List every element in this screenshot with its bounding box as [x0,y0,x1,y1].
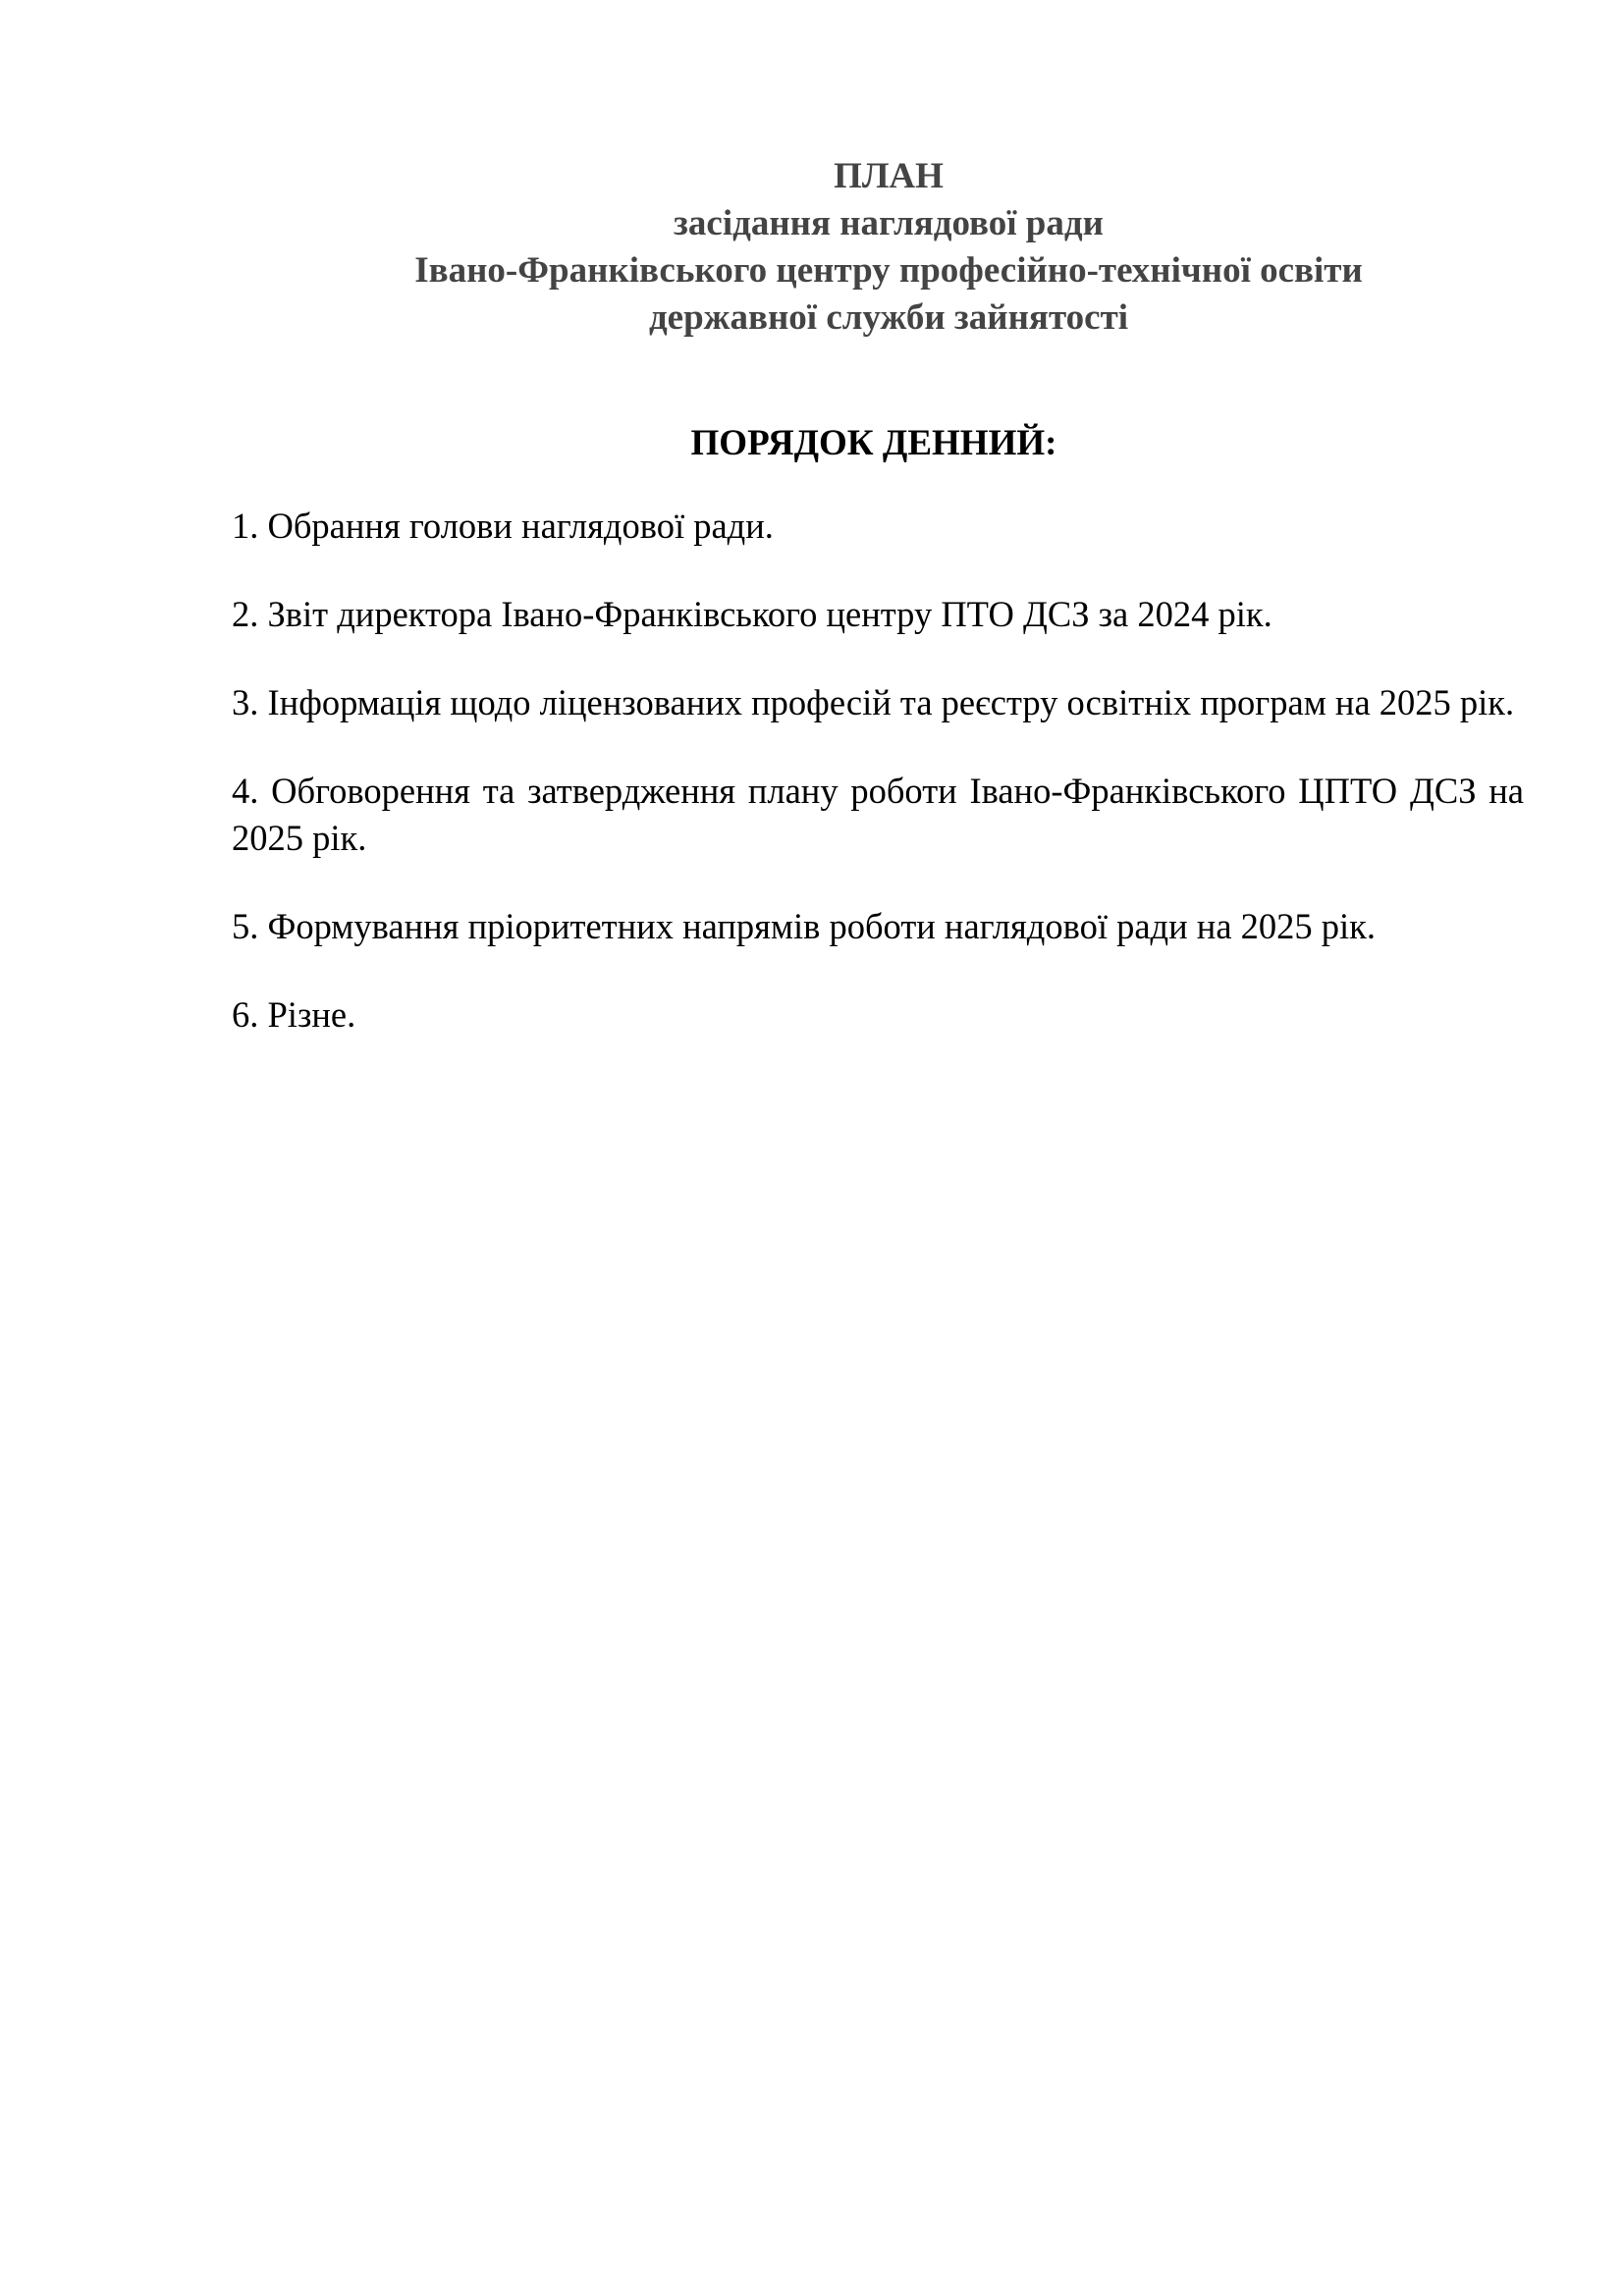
agenda-item: 6. Різне. [232,994,356,1035]
agenda-item: 2. Звіт директора Івано-Франківського центру ПТО ДСЗ за 2024 рік. [232,594,1272,634]
agenda-item: 5. Формування пріоритетних напрямів роботи наглядової ради на 2025 рік. [232,906,1377,946]
agenda-list [232,503,1524,1080]
organization-affiliation: державної служби зайнятості [648,297,1129,338]
document-title: ПЛАН [834,156,944,196]
document-subtitle: засідання наглядової ради [674,203,1104,243]
organization-name: Івано-Франківського центру професійно-технічної освіти [414,250,1363,291]
agenda-item: 3. Інформація щодо ліцензованих професій та реєстру освітніх програм на 2025 рік. [232,682,1515,722]
document-header [0,153,1624,342]
agenda-item: 4. Обговорення та затвердження плану роботи Івано-Франківського ЦПТО ДСЗ на 2025 рік. [232,771,1524,858]
agenda-heading: ПОРЯДОК ДЕННИЙ: [690,423,1057,463]
agenda-item: 1. Обрання голови наглядової ради. [232,506,774,546]
